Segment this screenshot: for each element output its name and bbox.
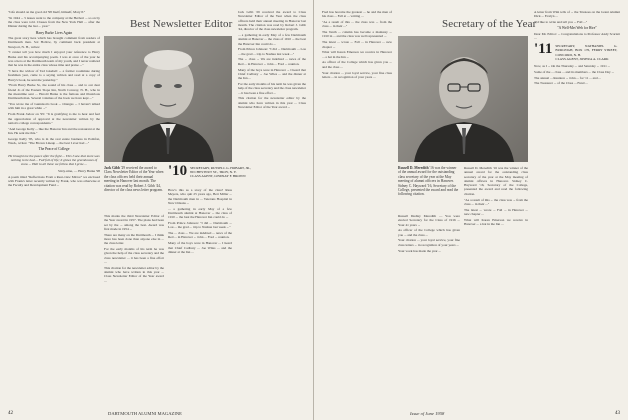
caption-text: '29 received the award to Class Newsletter Editor of the Year when the class officers held their annual meeting in Hanover last month. The citation was read by Robert J. Gibb '44, director of the class news letter program. — [104, 166, 164, 193]
left-column-3 — [168, 188, 232, 406]
secretary-portrait-photo — [398, 36, 528, 162]
secretary-photo-caption — [398, 166, 460, 197]
right-column-4 — [534, 10, 620, 406]
paragraph: From Prince Johnson: "I did ... Dartmouth ... Lou ... the grad ... trip to Nashua last week ..." — [168, 221, 232, 230]
caption-text: '16 was the winner of the annual award for the outstanding class secretary of the year at the May meeting of alumni officers in Hanover. Sidney C. Hayward '16, Secretary of the College, presented the award and read the following citation. — [398, 166, 459, 197]
class-number: '10 — [168, 163, 188, 179]
class-number: '11 — [534, 41, 553, 58]
paragraph: Your work has made the year ... — [398, 248, 442, 253]
paragraph: "I have the widow of Ted Gisebell ... a former roommate during freshman year, came to a saying written and read at a copy of Harry's book, he sent me yesterday." — [8, 69, 100, 82]
class-1911-header — [534, 43, 620, 61]
paragraph: This marks the third Newsletter Editor of the Year award in 1957. The plans had been set by the ... among the best. Award was first made in 1954 ... — [104, 214, 164, 231]
paragraph: The Tenth ... column has become a mainstay ... 1910 in ... and the class was well represented ... — [322, 30, 392, 39]
paragraph: The Treasurer ... of the Class ... Fund ... — [534, 81, 588, 86]
paragraph: How's this as a story of the class? Russ Meyers, who quit 25 years ago, Bert Miller ... the Dartmouth men in ... Veterans Hospital in New Orleans ... — [168, 188, 232, 205]
paragraph: The latest ... wrote ... Fall ... in Hanover ... new chapter ... — [322, 40, 392, 49]
paragraph: As officer of the College which has given you ... and the class ... — [322, 60, 392, 69]
best-newsletter-editor-heading: Best Newsletter Editor — [130, 18, 233, 30]
letter-title: "A Well-Met Web for Hire" — [557, 26, 597, 31]
paragraph: Russell Dudley Meredith — You were elected Secretary for the Class of 1916 ... Your 41 years ... — [398, 214, 460, 227]
right-page — [314, 0, 628, 420]
paragraph: "As a result of this ... the class was ... from the class ... in their ..." — [322, 20, 392, 29]
paragraph: George Kelly '95, who is in the real estate business in Pomfret, Wash., writes: "The Brown Lineup ... the best I ever had ..." — [8, 136, 100, 146]
caption-name: Jack Gibb — [104, 166, 120, 170]
right-column-1 — [322, 10, 392, 406]
paragraph: From Prince Johnson: "I did ... Dartmouth ... Lou ... the grad ... trip to Nashua last week ..." — [238, 47, 306, 56]
paragraph: "And George Kelly ... like the Hanover Inn and the restaurant at the Inn. He sent me this." — [8, 126, 100, 135]
page-footer: DARTMOUTH ALUMNI MAGAZINE — [108, 411, 182, 416]
paragraph: ... a gathering in early May of a few Dartmouth alumni at Hanover ... the class of 1910 ... the best the Hanover Inn could do ... — [168, 206, 232, 220]
poem-signature: Sixty-nine, — Harry Burke '98 — [58, 168, 100, 173]
paragraph: The latest ... wrote ... Fall ... in Hanover ... new chapter ... — [464, 207, 528, 216]
paragraph: For the early months of his term he was given the help of the class secretary and the class newsletter ... it has been a fine effort ... — [104, 247, 164, 264]
paragraph: The ... class ... We are indebted ... news of the Red ... in Hanover ... John ... Fred ... reunion. — [168, 231, 232, 240]
paragraph: Dear Mr. Editor: ... Congratulations to Professor Andy Scarlett ... — [534, 31, 620, 40]
paragraph: For the early months of his term he was given the help of the class secretary and the class newsletter ... it has been a fine effort ... — [238, 81, 306, 95]
paragraph: What will Karen Emerson we receive in Hanover ... a hat in the Inn ... — [322, 50, 392, 59]
paragraph: Many of the boys were in Hanover ... I heard that Chief Cadbury ... Joe Wiles ... and the dinner at the Inn ... — [168, 241, 232, 254]
paragraph: The ... class ... We are indebted ... news of the Red ... in Hanover ... John ... Fred ... reunion. — [238, 57, 306, 66]
page-footer: Issue of June 1958 — [410, 411, 445, 416]
right-column-2 — [398, 214, 460, 404]
paragraph: Now, as I ... On the Thursday ... and Saturday ... 1911 ... — [534, 64, 611, 69]
paragraph: The annual ... Reunion ... John ... for '11 ... and ... — [534, 75, 601, 80]
paragraph: This citation for the newsletter editor by the alumni who have written in this year ... Class Newsletter Editor of the Year award ... — [238, 96, 306, 109]
paragraph: As officer of the College which has given you ... and the class ... — [398, 228, 460, 237]
poem: He brought me the peace after the fight ... This I saw that more was nothing to be had ... Fall full of life; it glows the greenhouses of snow ... Hail to all these we follow that I grow ... — [8, 153, 100, 167]
paragraph: Many of the boys were in Hanover ... I heard that Chief Cadbury ... Joe Wiles ... and the dinner at the Inn ... — [238, 67, 306, 81]
secretary-of-the-year-heading: Secretary of the Year — [442, 18, 537, 30]
left-column-1 — [8, 10, 100, 189]
paragraph: Your citation ... your loyal service, your fine class letters ... in recognition of your years ... — [398, 238, 460, 247]
paragraph: Your citation ... your loyal service, your fine class letters ... in recognition of your years ... — [322, 70, 392, 79]
paragraph: Jack Gibb '29 received the award to Class Newsletter Editor of the Year when the class officers held their annual meeting in Hanover last month. The citation was read by Robert J. Gibb '44, director of the class newsletter program. — [238, 10, 306, 32]
paragraph: ... a gathering in early May of a few Dartmouth alumni at Hanover ... the class of 1910 ... the best the Hanover Inn could do ... — [238, 32, 306, 46]
paragraph: "I'd like to write and tell you ... Fall ..." — [534, 20, 588, 25]
paragraph: "You wrote me of Gunnison's book ... Oranges ... I haven't talked with him in a great while ..." — [8, 102, 100, 111]
class-agent: CLASS AGENT, JOSHUA A. CLARK — [555, 56, 609, 61]
left-column-2 — [104, 214, 164, 404]
class-secretary: SECRETARY, NATHANIEL G. BURLEIGH, BOX 176, FERRY STREET, CONCORD, N. H. — [555, 44, 618, 57]
page-number: 43 — [615, 411, 620, 416]
paragraph: The great story here which has brought comment from readers of Dartmouth men. Sol Hollow, by comment back president at Newport, N. H., writes: — [8, 35, 100, 49]
paragraph: What will Karen Emerson we receive in Hanover ... a hat in the Inn ... — [464, 217, 528, 227]
poem-title: The Peace of College — [38, 147, 70, 152]
paragraph: A letter from Wini tells of ... the Trustees on the Grant Alumni Dick ... Evelyn ... — [534, 10, 620, 19]
subheading: Harry Burke Lives Again — [35, 30, 73, 35]
paragraph: Some of the ... class ... and its members ... the Class Day ... — [534, 69, 615, 74]
class-agent: CLASS AGENT, LINDSAY F. BROWN — [190, 174, 246, 179]
class-officers — [555, 43, 617, 61]
class-secretary: SECRETARY, RUSSELL G. HOBART, JR., 80 CHESTNUT ST., TROY, N. Y. — [190, 166, 251, 175]
paragraph: A poem titled "Reflections From a Rear-view Mirror" we enclosed with Frank's letter recently written by Frank, who was otherwise at the Faculty and Development Fund ... — [8, 174, 100, 188]
editor-photo-caption — [104, 166, 164, 192]
right-column-3 — [464, 166, 528, 406]
paragraph: "In 1944 ... 5 issues went to the company at the Herbert ... so on by the class were told. Classes from the New York Hall ... after the Dinner during the last ... year." — [8, 15, 100, 29]
caption-name: Russell D. Meredith — [398, 166, 429, 170]
paragraph: "As a result of this ... the class was ... from the class ... in their ..." — [464, 197, 528, 206]
left-column-4 — [238, 10, 306, 406]
page-number: 42 — [8, 411, 13, 416]
editor-portrait-photo — [104, 36, 232, 162]
paragraph: This citation for the newsletter editor by the alumni who have written in this year ... Class Newsletter Editor of the Year award ... — [104, 265, 164, 283]
paragraph: There are many on the Dartmouth ... I think more has been done than anyone else in ... the class letter. — [104, 232, 164, 246]
paragraph: "From Harry Burke Sr., the sound of his class ... and to our dear friend Jo of the Eastern Slope Inn, North Conway, N. H., who in the meantime sent ... Harold Burke is the famous and illustrious Dartmouth man. Several volumes of the book we have kept ..." — [8, 83, 100, 101]
paragraph: Russell D. Meredith '16 was the winner of the annual award for the outstanding class secretary of the year at the May meeting of alumni officers in Hanover. Sidney C. Hayward '16, Secretary of the College, presented the award and read the following citation. — [464, 166, 528, 196]
paragraph: "Life should on me good old '98 Itself, himself, Mary P." — [8, 10, 86, 14]
paragraph: From Frank Jadow on '95: "It is gratifying to me to hear and feel the appreciation of approval at the newsletter written by the nation's college correspondents." — [8, 112, 100, 125]
paragraph: Fred has become the greatest ... he and the men of his class ... Fall at ... writing ... — [322, 10, 392, 19]
paragraph: "I cannot tell you how much I enjoyed your reference to Harry Burke and his accompanying poem. I was at once of the year he was a hero at the Dartmouth team of my youth, and I never realized that he was in the entire class whose time and praise ..." — [8, 50, 100, 68]
